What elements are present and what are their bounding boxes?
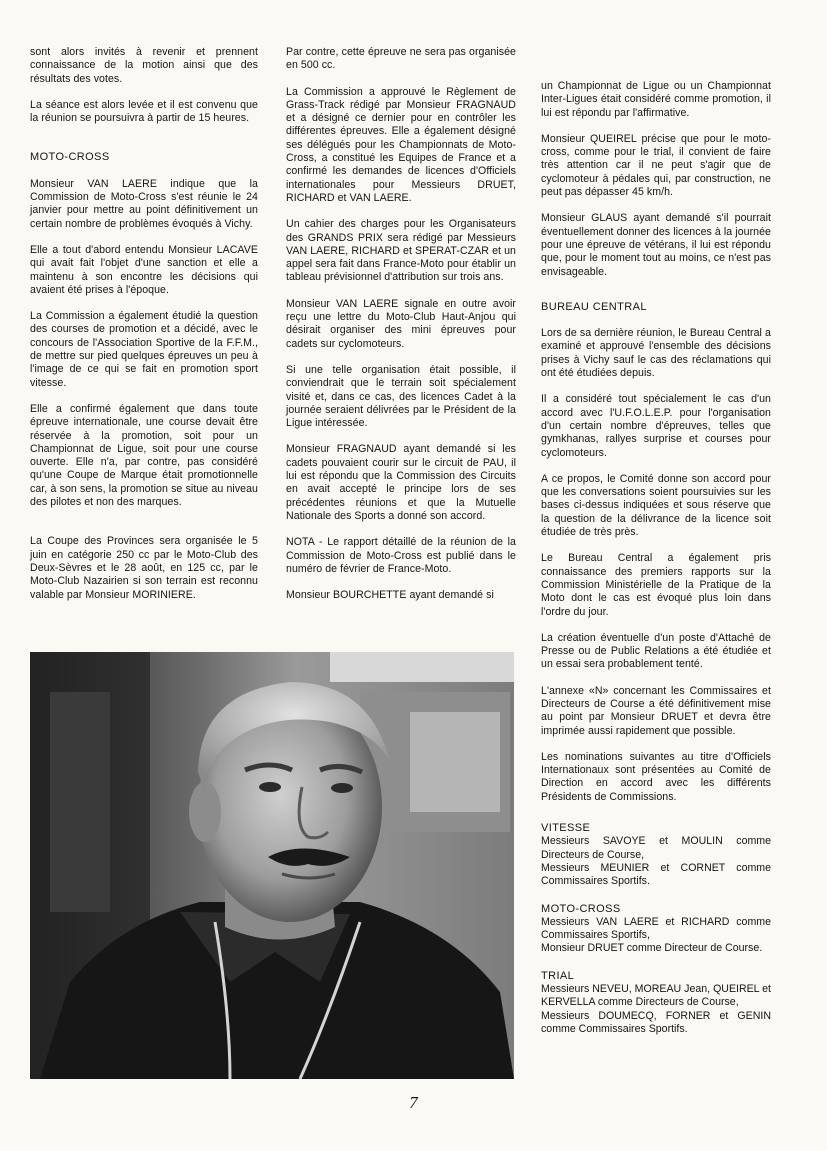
section-heading-bureau-central: BUREAU CENTRAL (541, 300, 647, 313)
paragraph: A ce propos, le Comité donne son accord pour que les conversations soient poursuivies sur les bases ci-dessus indiquées et sous réserve que la question de la délivrance de la licence soit étudiée de très près. (541, 472, 771, 539)
paragraph: Les nominations suivantes au titre d'Officiels Internationaux sont présentées au Comité de Direction en accord avec les différents Présidents de Commissions. (541, 750, 771, 803)
officials-vitesse (541, 822, 771, 888)
officials-trial (541, 970, 771, 1036)
official-line: Monsieur DRUET comme Directeur de Course. (541, 942, 763, 955)
page-number: 7 (409, 1093, 418, 1112)
paragraph: Monsieur GLAUS ayant demandé s'il pourrait éventuellement donner des licences à la journée pour une épreuve de vétérans, il lui est répondu que, pour le moment tout au moins, ce n'est pas envisageable. (541, 212, 771, 278)
official-line: Messieurs SAVOYE et MOULIN comme Directeurs de Course, (541, 835, 771, 861)
official-line: Messieurs NEVEU, MOREAU Jean, QUEIREL et KERVELLA comme Directeurs de Course, (541, 983, 771, 1009)
paragraph: La Commission a également étudié la question des courses de promotion et a décidé, avec le concours de l'Association Sportive de la F.F.M., de mettre sur pied quelques épreuves un peu à l'image de ce qui se fait en promotion sport vitesse. (30, 310, 258, 389)
paragraph: un Championnat de Ligue ou un Championnat Inter-Ligues était considéré comme promotion, il lui est répondu par l'affirmative. (541, 80, 771, 119)
portrait-photo (30, 652, 514, 1079)
paragraph: Monsieur VAN LAERE indique que la Commission de Moto-Cross s'est réunie le 24 janvier pour mettre au point définitivement un certain nombre de problèmes évoqués à Vichy. (30, 177, 258, 230)
paragraph: La séance est alors levée et il est convenu que la réunion se poursuivra à partir de 15 heures. (30, 98, 258, 125)
section-heading-motocross: MOTO-CROSS (30, 151, 110, 164)
column-right (541, 80, 771, 1050)
paragraph: Monsieur BOURCHETTE ayant demandé si (286, 589, 494, 602)
paragraph: La création éventuelle d'un poste d'Attaché de Presse ou de Public Relations a été étudiée et un essai sera probablement tenté. (541, 631, 771, 671)
paragraph: Par contre, cette épreuve ne sera pas organisée en 500 cc. (286, 46, 516, 72)
paragraph: Elle a tout d'abord entendu Monsieur LACAVE qui avait fait l'objet d'une sanction et elle a maintenu à son encontre les décisions qui avaient été prises à l'époque. (30, 243, 258, 296)
official-line: Messieurs DOUMECQ, FORNER et GENIN comme Commissaires Sportifs. (541, 1009, 771, 1035)
section-heading-trial: TRIAL (541, 969, 575, 982)
paragraph: Monsieur VAN LAERE signale en outre avoir reçu une lettre du Moto-Club Haut-Anjou qui désirait organiser des mini épreuves pour cadets sur cyclomoteurs. (286, 297, 516, 350)
paragraph: sont alors invités à revenir et prennent connaissance de la motion ainsi que des résultats des votes. (30, 46, 258, 85)
column-middle (286, 46, 516, 615)
paragraph: Si une telle organisation était possible, il conviendrait que le terrain soit spécialement visité et, dans ce cas, des licences Cadet à la journée seraient délivrées par le Président de la Ligue intéressée. (286, 363, 516, 430)
officials-motocross (541, 903, 771, 956)
column-left (30, 46, 258, 615)
paragraph: Il a considéré tout spécialement le cas d'un accord avec l'U.F.O.L.E.P. pour l'organisation d'un certain nombre d'épreuves, telles que gymkhanas, rallyes surprise et courses pour cyclomoteurs. (541, 393, 771, 459)
paragraph: La Commission a approuvé le Règlement de Grass-Track rédigé par Monsieur FRAGNAUD et a désigné ce dernier pour en contrôler les différentes épreuves. Elle a également désigné ses délégués pour les Championnats de Moto-Cross, a constitué les Equipes de France et a confirmé les demandes de licences d'Officiels internationales pour Messieurs DRUET, RICHARD et VAN LAERE. (286, 85, 516, 204)
section-heading-motocross: MOTO-CROSS (541, 902, 621, 915)
paragraph: Monsieur FRAGNAUD ayant demandé si les cadets pouvaient courir sur le circuit de PAU, il lui est répondu que la Commission des Circuits en avait accepté le principe lors de ses précédentes réunions et que la Mutuelle Nationale des Sports a donné son accord. (286, 443, 516, 522)
paragraph: La Coupe des Provinces sera organisée le 5 juin en catégorie 250 cc par le Moto-Club des Deux-Sèvres et le 28 août, en 125 cc, par le Moto-Club Nazairien si son terrain est reconnu valable par Monsieur MORINIERE. (30, 535, 258, 601)
paragraph: Elle a confirmé également que dans toute épreuve internationale, une course devait être réservée à la promotion, soit pour un Championnat de Ligue, soit pour une course ouverte. Elle n'a, par contre, pas considéré qu'une Coupe de Marque était promotionnelle car, à son sens, la promotion se situe au niveau des pilotes et non des marques. (30, 402, 258, 509)
portrait-image (30, 652, 514, 1079)
official-line: Messieurs MEUNIER et CORNET comme Commissaires Sportifs. (541, 861, 771, 888)
paragraph: L'annexe «N» concernant les Commissaires et Directeurs de Course a été définitivement mise au point par Monsieur DRUET et devra être imprimée aussi rapidement que possible. (541, 684, 771, 737)
section-heading-vitesse: VITESSE (541, 822, 591, 835)
paragraph: Monsieur QUEIREL précise que pour le moto-cross, comme pour le trial, il convient de faire très attention car il ne peut s'agir que de cyclomoteur à pédales qui, par construction, ne peut pas dépasser 45 km/h. (541, 132, 771, 199)
paragraph: Lors de sa dernière réunion, le Bureau Central a examiné et approuvé l'ensemble des décisions prises à Vichy sauf le cas des réclamations qui ont été étudiées depuis. (541, 327, 771, 380)
official-line: Messieurs VAN LAERE et RICHARD comme Commissaires Sportifs, (541, 915, 771, 942)
paragraph: Un cahier des charges pour les Organisateurs des GRANDS PRIX sera rédigé par Messieurs VAN LAERE, RICHARD et SPERAT-CZAR et un appel sera fait dans France-Moto pour établir un tableau prévisionnel d'attribution sur trois ans. (286, 218, 516, 284)
nota-paragraph: NOTA - Le rapport détaillé de la réunion de la Commission de Moto-Cross est publié dans le numéro de février de France-Moto. (286, 536, 516, 575)
paragraph: Le Bureau Central a également pris connaissance des premiers rapports sur la Commission Ministérielle de la Pratique de la Moto dont le cas est évoqué plus loin dans l'ordre du jour. (541, 552, 771, 618)
